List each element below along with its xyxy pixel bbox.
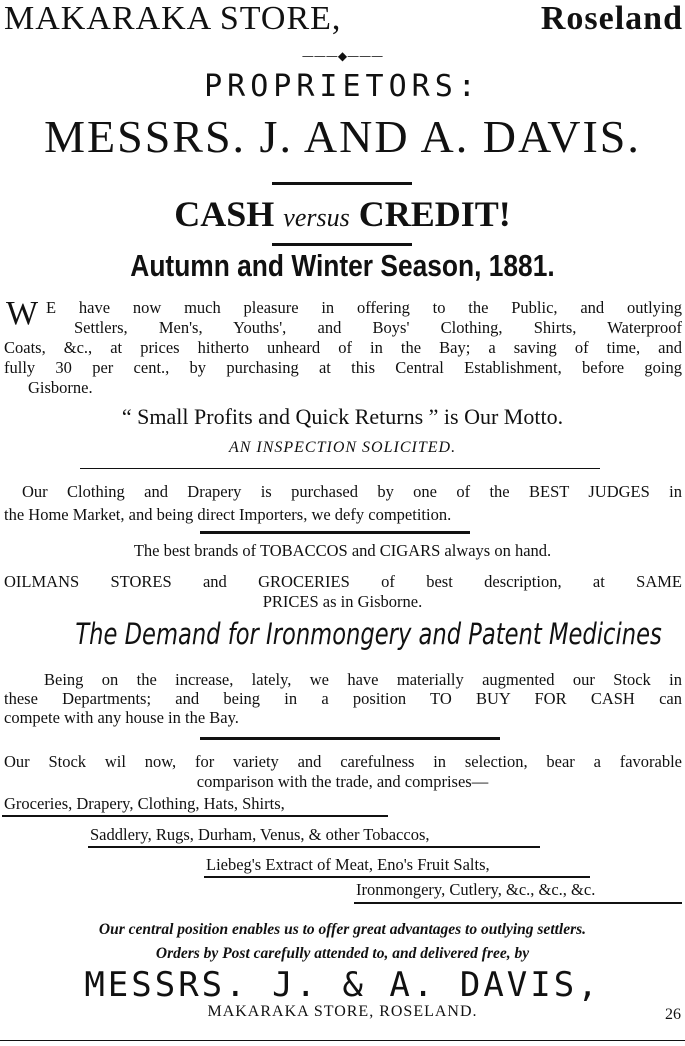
- ornament-divider: ———◆———: [301, 49, 384, 63]
- motto: “ Small Profits and Quick Returns ” is Our Motto.: [121, 404, 564, 429]
- tobacco-line: The best brands of TOBACCOS and CIGARS always on hand.: [133, 541, 552, 560]
- increase-line: Being on the increase, lately, we have materially augmented our Stock in: [44, 670, 682, 689]
- credit-word: CREDIT!: [358, 194, 511, 234]
- store-location: Roseland: [540, 0, 683, 37]
- stock-line: comparison with the trade, and comprises—: [196, 772, 489, 791]
- orders-by-post-line: Orders by Post carefully attended to, and delivered free, by: [155, 945, 530, 962]
- store-address: MAKARAKA STORE, ROSELAND.: [207, 1003, 478, 1020]
- oilmans-line: PRICES as in Gisborne.: [262, 592, 423, 611]
- divider-rule: [272, 243, 412, 246]
- goods-item: Groceries, Drapery, Clothing, Hats, Shirts,: [4, 794, 285, 813]
- inspection-notice: AN INSPECTION SOLICITED.: [228, 439, 457, 456]
- intro-line: fully 30 per cent., by purchasing at this Central Establishment, before going: [4, 358, 682, 377]
- store-header: [0, 2, 685, 42]
- intro-line: E have now much pleasure in offering to the Public, and outlying: [46, 298, 682, 317]
- intro-line: Gisborne.: [28, 378, 93, 397]
- cash-word: CASH: [174, 194, 275, 234]
- clothing-line: Our Clothing and Drapery is purchased by one of the BEST JUDGES in: [22, 482, 682, 501]
- stock-line: Our Stock wil now, for variety and carefulness in selection, bear a favorable: [4, 752, 682, 771]
- drop-cap: W: [6, 295, 39, 332]
- page-number: 26: [665, 1006, 681, 1023]
- intro-line: Coats, &c., at prices hitherto unheard of in the Bay; a saving of time, and: [4, 338, 682, 357]
- oilmans-line: OILMANS STORES and GROCERIES of best description, at SAME: [4, 572, 682, 591]
- divider-rule: [272, 182, 412, 185]
- goods-item: Saddlery, Rugs, Durham, Venus, & other Tobaccos,: [90, 825, 430, 844]
- divider-rule: [200, 737, 500, 740]
- versus-word: versus: [283, 203, 350, 232]
- bottom-border: [0, 1040, 685, 1041]
- intro-line: Settlers, Men's, Youths', and Boys' Clothing, Shirts, Waterproof: [74, 318, 682, 337]
- goods-underline: [354, 902, 682, 904]
- increase-line: these Departments; and being in a position TO BUY FOR CASH can: [4, 689, 682, 708]
- increase-line: compete with any house in the Bay.: [4, 708, 239, 727]
- season-heading: Autumn and Winter Season, 1881.: [130, 248, 555, 283]
- proprietors-names: MESSRS. J. AND A. DAVIS.: [44, 111, 641, 162]
- goods-underline: [2, 815, 388, 817]
- divider-rule: [80, 468, 600, 469]
- signature: MESSRS. J. & A. DAVIS,: [84, 965, 601, 1005]
- goods-item: Liebeg's Extract of Meat, Eno's Fruit Salts,: [206, 855, 490, 874]
- proprietors-heading: PROPRIETORS:: [204, 69, 481, 104]
- goods-underline: [204, 876, 590, 878]
- goods-item: Ironmongery, Cutlery, &c., &c., &c.: [356, 880, 596, 899]
- divider-rule: [200, 531, 470, 534]
- store-name: MAKARAKA STORE,: [4, 0, 342, 37]
- cash-versus-credit-headline: [0, 196, 685, 232]
- goods-underline: [88, 846, 540, 848]
- central-position-line: Our central position enables us to offer great advantages to outlying settlers.: [98, 921, 587, 938]
- clothing-line: the Home Market, and being direct Importers, we defy competition.: [4, 505, 452, 524]
- demand-heading: The Demand for Ironmongery and Patent Medicines: [75, 617, 662, 651]
